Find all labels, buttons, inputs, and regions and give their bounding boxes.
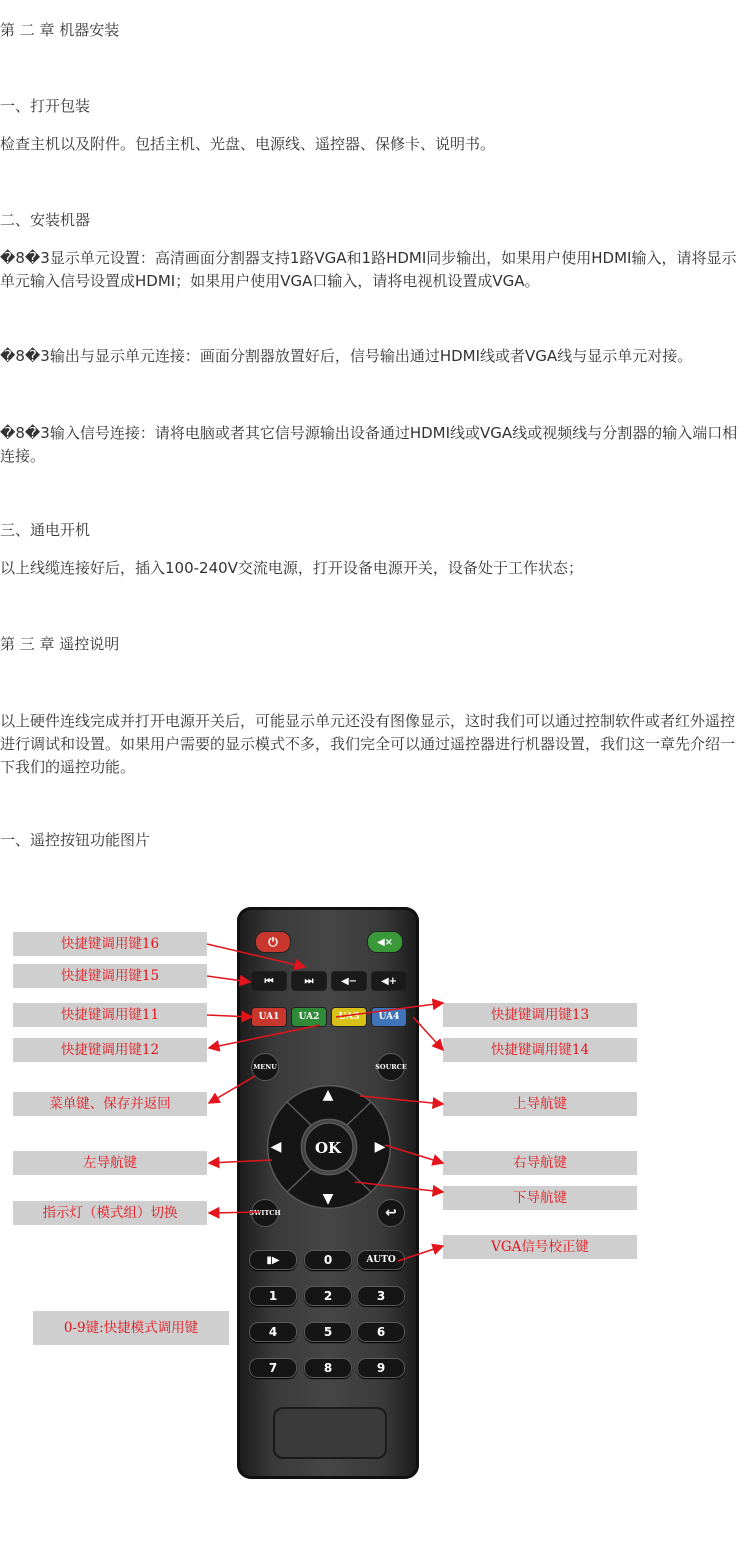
digit-9-button[interactable]: 9: [357, 1358, 405, 1378]
label-key11: 快捷键调用键11: [13, 1003, 207, 1027]
label-menu: 菜单键、保存并返回: [13, 1092, 207, 1116]
section2-title: 二、安装机器: [0, 211, 91, 229]
item1-text: �8�3显示单元设置：高清画面分割器支持1路VGA和1路HDMI同步输出，如果用户使用HDMI输入，请将显示单元输入信号设置成HDMI；如果用户使用VGA口输入，请将电视机设置成VGA。: [0, 249, 737, 290]
source-button[interactable]: SOURCE: [377, 1053, 405, 1081]
chapter3-title: 第 三 章 遥控说明: [0, 635, 120, 653]
power-button[interactable]: ⏻: [255, 931, 291, 953]
ir-window: [273, 1407, 387, 1459]
digit-2-button[interactable]: 2: [304, 1286, 352, 1306]
item3-text: �8�3输入信号连接：请将电脑或者其它信号源输出设备通过HDMI线或VGA线或视频线与分割器的输入端口相连接。: [0, 424, 738, 465]
digit-0-button[interactable]: 0: [304, 1250, 352, 1270]
label-indicator: 指示灯（模式组）切换: [13, 1201, 207, 1225]
item2-text: �8�3输出与显示单元连接：画面分割器放置好后，信号输出通过HDMI线或者VGA线与显示单元对接。: [0, 347, 693, 365]
ua1-button[interactable]: UA1: [251, 1007, 287, 1027]
digit-5-button[interactable]: 5: [304, 1322, 352, 1342]
label-key14: 快捷键调用键14: [443, 1038, 637, 1062]
up-arrow-icon[interactable]: ▲: [322, 1087, 334, 1103]
remote-figure: [0, 895, 750, 1495]
section3-text: 以上线缆连接好后，插入100-240V交流电源，打开设备电源开关，设备处于工作状态；: [0, 559, 583, 577]
figure-title: 一、遥控按钮功能图片: [0, 831, 151, 849]
label-down-nav: 下导航键: [443, 1186, 637, 1210]
ua2-button[interactable]: UA2: [291, 1007, 327, 1027]
digit-7-button[interactable]: 7: [249, 1358, 297, 1378]
chapter2-title: 第 二 章 机器安装: [0, 21, 120, 39]
label-left-nav: 左导航键: [13, 1151, 207, 1175]
back-icon[interactable]: ↩: [377, 1199, 405, 1227]
label-digits: 0-9键:快捷模式调用键: [33, 1311, 229, 1345]
next-button[interactable]: ⏭: [291, 971, 327, 991]
digit-3-button[interactable]: 3: [357, 1286, 405, 1306]
digit-1-button[interactable]: 1: [249, 1286, 297, 1306]
section3-title: 三、通电开机: [0, 521, 91, 539]
label-right-nav: 右导航键: [443, 1151, 637, 1175]
mute-button[interactable]: ◀×: [367, 931, 403, 953]
section1-title: 一、打开包装: [0, 97, 91, 115]
label-key12: 快捷键调用键12: [13, 1038, 207, 1062]
remote-control: [237, 907, 419, 1479]
down-arrow-icon[interactable]: ▼: [322, 1191, 334, 1207]
label-key13: 快捷键调用键13: [443, 1003, 637, 1027]
digit-6-button[interactable]: 6: [357, 1322, 405, 1342]
ok-button[interactable]: OK: [314, 1139, 342, 1157]
volume-down-button[interactable]: ◀−: [331, 971, 367, 991]
label-up-nav: 上导航键: [443, 1092, 637, 1116]
auto-button[interactable]: AUTO: [357, 1250, 405, 1270]
right-arrow-icon[interactable]: ▶: [374, 1139, 386, 1155]
ua3-button[interactable]: UA3: [331, 1007, 367, 1027]
digit-8-button[interactable]: 8: [304, 1358, 352, 1378]
ua4-button[interactable]: UA4: [371, 1007, 407, 1027]
label-vga: VGA信号校正键: [443, 1235, 637, 1259]
play-pause-button[interactable]: ▮▶: [249, 1250, 297, 1270]
section1-text: 检查主机以及附件。包括主机、光盘、电源线、遥控器、保修卡、说明书。: [0, 135, 496, 153]
digit-4-button[interactable]: 4: [249, 1322, 297, 1342]
label-key15: 快捷键调用键15: [13, 964, 207, 988]
menu-button[interactable]: MENU: [251, 1053, 279, 1081]
chapter3-text: 以上硬件连线完成并打开电源开关后，可能显示单元还没有图像显示，这时我们可以通过控制软件或者红外遥控进行调试和设置。如果用户需要的显示模式不多，我们完全可以通过遥控器进行机器设置，我们这一章先介绍一下我们的遥控功能。: [0, 712, 736, 776]
left-arrow-icon[interactable]: ◀: [270, 1139, 282, 1155]
previous-button[interactable]: ⏮: [251, 971, 287, 991]
switch-button[interactable]: SWITCH: [251, 1199, 279, 1227]
volume-up-button[interactable]: ◀+: [371, 971, 407, 991]
label-key16: 快捷键调用键16: [13, 932, 207, 956]
